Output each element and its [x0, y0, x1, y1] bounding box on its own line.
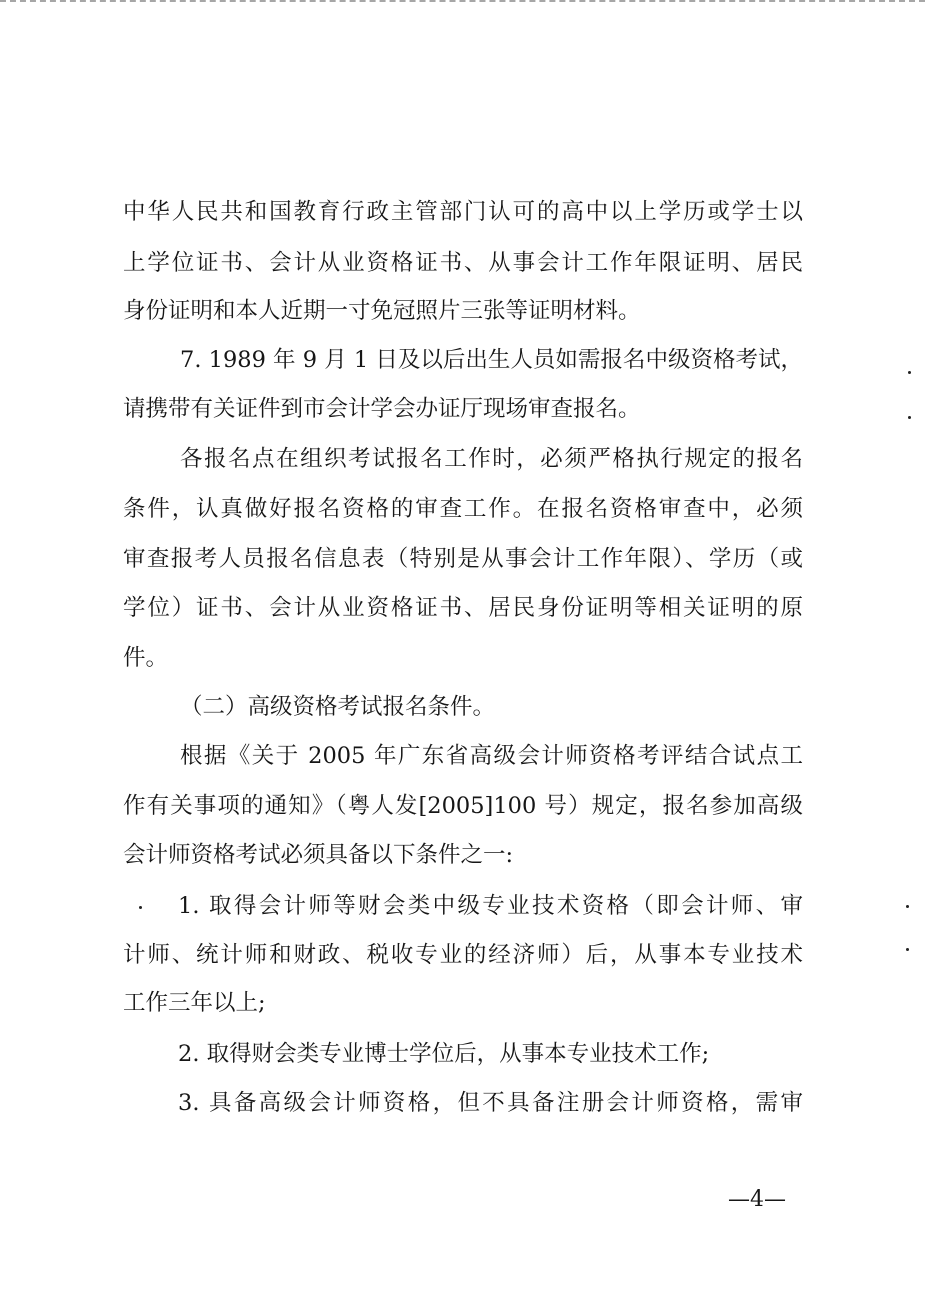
section-heading: （二）高级资格考试报名条件。 — [180, 694, 496, 720]
text-line: 审查报考人员报名信息表（特别是从事会计工作年限）、学历（或 — [123, 546, 803, 572]
text-line: 中华人民共和国教育行政主管部门认可的高中以上学历或学士以 — [123, 199, 803, 225]
scan-speck — [908, 416, 911, 419]
text-line: 上学位证书、会计从业资格证书、从事会计工作年限证明、居民 — [123, 250, 803, 276]
scan-speck — [906, 948, 909, 951]
text-line: 件。 — [123, 645, 169, 671]
scan-speck — [139, 906, 142, 909]
text-line: 会计师资格考试必须具备以下条件之一: — [123, 842, 514, 868]
text-line: 条件，认真做好报名资格的审查工作。在报名资格审查中，必须 — [123, 496, 803, 522]
text-line: 作有关事项的通知》（粤人发[2005]100 号）规定，报名参加高级 — [123, 793, 803, 819]
text-line: 工作三年以上; — [123, 990, 266, 1016]
text-line: 请携带有关证件到市会计学会办证厅现场审查报名。 — [123, 396, 641, 422]
text-line: 各报名点在组织考试报名工作时，必须严格执行规定的报名 — [180, 446, 803, 472]
text-line: 7. 1989 年 9 月 1 日及以后出生人员如需报名中级资格考试， — [180, 347, 803, 373]
scan-speck — [906, 905, 909, 908]
list-item: 3. 具备高级会计师资格，但不具备注册会计师资格，需审 — [178, 1090, 803, 1116]
scan-top-edge — [0, 0, 925, 7]
page-number: —4— — [728, 1187, 786, 1212]
list-item: 2. 取得财会类专业博士学位后，从事本专业技术工作; — [178, 1041, 710, 1067]
text-line: 身份证明和本人近期一寸免冠照片三张等证明材料。 — [123, 298, 641, 324]
text-line: 计师、统计师和财政、税收专业的经济师）后，从事本专业技术 — [123, 942, 803, 968]
text-line: 学位）证书、会计从业资格证书、居民身份证明等相关证明的原 — [123, 595, 803, 621]
list-item: 1. 取得会计师等财会类中级专业技术资格（即会计师、审 — [178, 893, 803, 919]
scan-speck — [908, 371, 911, 374]
text-line: 根据《关于 2005 年广东省高级会计师资格考评结合试点工 — [180, 743, 803, 769]
